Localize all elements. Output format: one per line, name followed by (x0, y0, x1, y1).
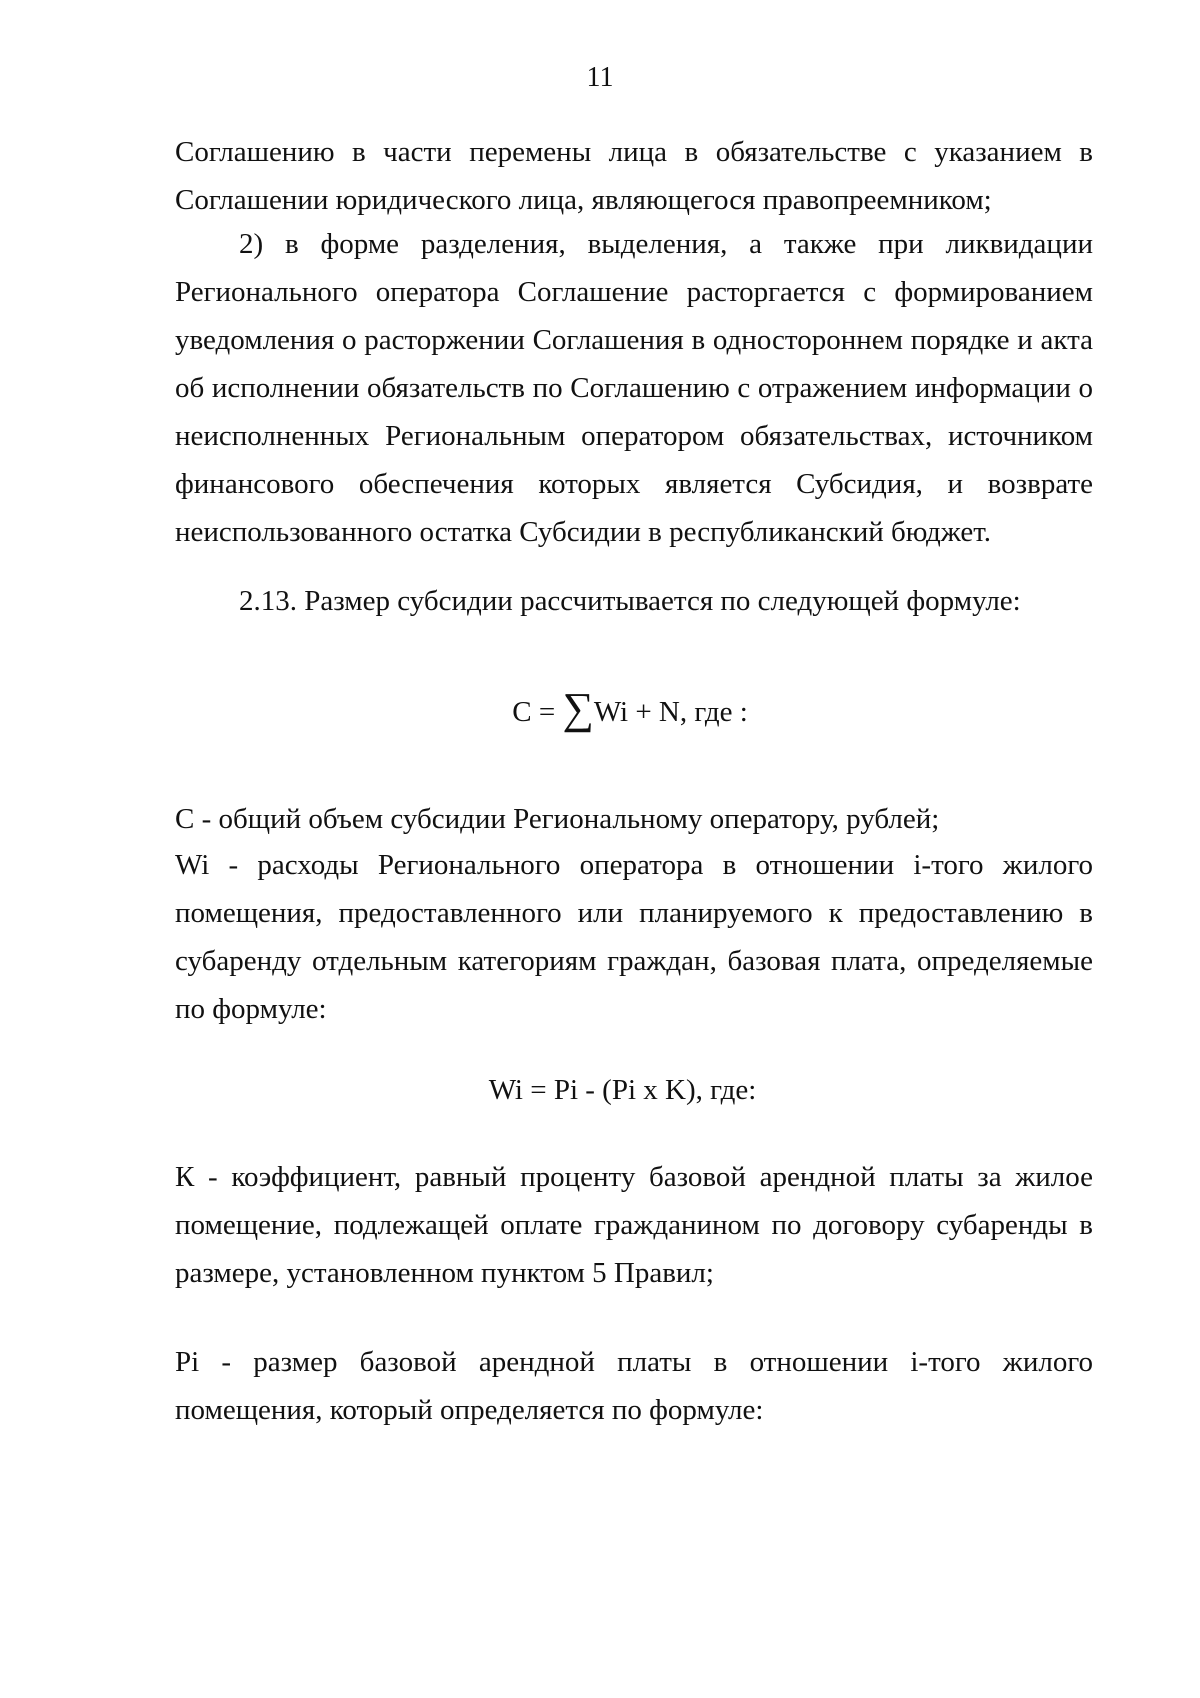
paragraph-continuation: Соглашению в части перемены лица в обязательстве с указанием в Соглашении юридического лица, являющегося правопреемником; (175, 136, 1093, 216)
formula-subsidy-left: С = (512, 696, 563, 728)
definition-pi: Pi - размер базовой арендной платы в отношении i-того жилого помещения, который определяется по формуле: (175, 1346, 1093, 1426)
sigma-symbol: ∑ (562, 684, 594, 733)
formula-subsidy-right: Wi + N, где : (593, 696, 748, 728)
definition-k: К - коэффициент, равный проценту базовой арендной платы за жилое помещение, подлежащей оплате гражданином по договору субаренды в размере, установленном пунктом 5 Правил; (175, 1161, 1093, 1289)
formula-wi: Wi = Pi - (Pi x K), где: (488, 1074, 757, 1106)
definition-c: С - общий объем субсидии Региональному оператору, рублей; (175, 803, 940, 835)
formula-subsidy (0, 684, 1200, 736)
paragraph-item-2: 2) в форме разделения, выделения, а также при ликвидации Регионального оператора Соглашение расторгается с формированием уведомления о расторжении Соглашения в одностороннем порядке и акта об исполнении обязательств по Соглашению с отражением информации о неисполненных Региональным оператором обязательствах, источником финансового обеспечения которых является Субсидия, и возврате неиспользованного остатка Субсидии в республиканский бюджет. (175, 228, 1093, 548)
definition-wi: Wi - расходы Регионального оператора в отношении i-того жилого помещения, предоставленного или планируемого к предоставлению в субаренду отдельным категориям граждан, базовая плата, определяемые по формуле: (175, 849, 1093, 1025)
paragraph-2-13: 2.13. Размер субсидии рассчитывается по следующей формуле: (239, 585, 1021, 617)
page-number: 11 (586, 62, 614, 93)
